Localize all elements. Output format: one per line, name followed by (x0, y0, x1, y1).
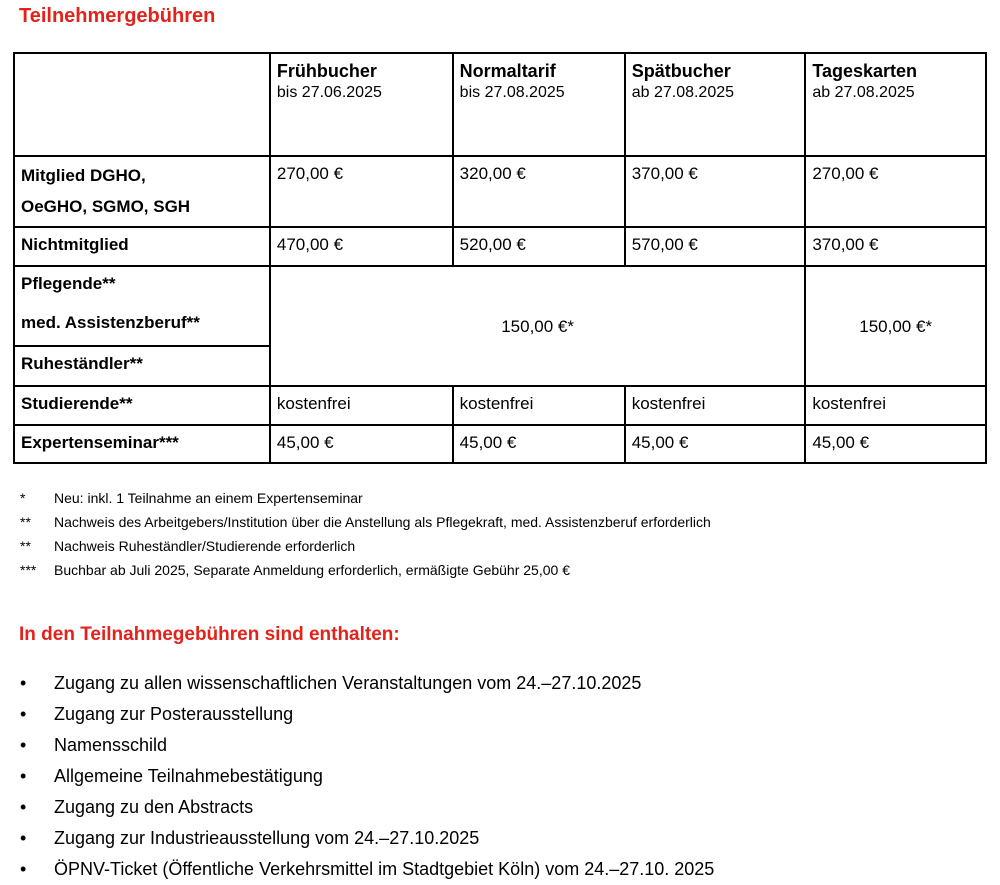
table-row (14, 386, 986, 425)
price-cell: 270,00 € (270, 156, 453, 227)
header-name: Normaltarif (459, 61, 556, 81)
table-row (14, 156, 986, 227)
bullet-icon: • (20, 797, 27, 817)
header-date: ab 27.08.2025 (631, 84, 735, 101)
row-label-cell: Nichtmitglied (14, 227, 270, 266)
header-date: bis 27.08.2025 (459, 84, 565, 101)
bullet-icon: • (20, 828, 27, 848)
footnote (20, 510, 711, 534)
list-item-text: Zugang zur Posterausstellung (54, 704, 294, 724)
list-item-text: ÖPNV-Ticket (Öffentliche Verkehrsmittel im Stadtgebiet Köln) vom 24.–27.10. 2025 (54, 859, 715, 879)
header-date: ab 27.08.2025 (812, 84, 915, 101)
row-label-cell: med. Assistenzberuf** (14, 306, 270, 346)
price-cell: kostenfrei (453, 386, 625, 425)
page-title: Teilnehmergebühren (19, 5, 216, 27)
header-cell (625, 53, 806, 156)
reduced-price-cell: 150,00 €* (270, 266, 805, 386)
row-label: Mitglied DGHO, (21, 166, 146, 185)
bullet-icon: • (20, 673, 27, 693)
header-cell (453, 53, 625, 156)
footnote-text: Nachweis des Arbeitgebers/Institution über die Anstellung als Pflegekraft, med. Assistenzberuf erforderlich (54, 514, 711, 530)
price-cell: kostenfrei (805, 386, 986, 425)
list-item-text: Zugang zur Industrieausstellung vom 24.–27.10.2025 (54, 828, 480, 848)
reduced-day-price-cell: 150,00 €* (805, 266, 986, 386)
price-cell: 470,00 € (270, 227, 453, 266)
footnote-mark: ** (20, 514, 31, 530)
price-cell: 45,00 € (625, 425, 806, 463)
header-empty-cell (14, 53, 270, 156)
row-label-cell: Pflegende** (14, 266, 270, 306)
footnote-text: Nachweis Ruheständler/Studierende erforderlich (54, 538, 356, 554)
list-item-text: Zugang zu allen wissenschaftlichen Veranstaltungen vom 24.–27.10.2025 (54, 673, 642, 693)
bullet-icon: • (20, 859, 27, 879)
price-cell: 270,00 € (805, 156, 986, 227)
table-row (14, 266, 986, 306)
footnote-mark: ** (20, 538, 31, 554)
list-item (20, 792, 714, 823)
bullet-icon: • (20, 704, 27, 724)
price-cell: 45,00 € (453, 425, 625, 463)
row-label-cell (14, 156, 270, 227)
footnote (20, 486, 711, 510)
header-name: Spätbucher (631, 61, 731, 81)
row-label: OeGHO, SGMO, SGH (21, 197, 191, 216)
list-item (20, 730, 714, 761)
header-name: Frühbucher (276, 61, 377, 81)
footnote (20, 558, 711, 582)
footnote-mark: * (20, 490, 26, 506)
list-item (20, 668, 714, 699)
list-item (20, 699, 714, 730)
price-cell: 320,00 € (453, 156, 625, 227)
footnote-mark: *** (20, 562, 37, 578)
price-cell: 570,00 € (625, 227, 806, 266)
price-cell: 370,00 € (625, 156, 806, 227)
price-cell: 45,00 € (805, 425, 986, 463)
list-item (20, 854, 714, 885)
bullet-icon: • (20, 735, 27, 755)
price-cell: kostenfrei (270, 386, 453, 425)
price-cell: kostenfrei (625, 386, 806, 425)
table-row (14, 425, 986, 463)
header-date: bis 27.06.2025 (276, 84, 382, 101)
list-item-text: Allgemeine Teilnahmebestätigung (54, 766, 323, 786)
header-cell (270, 53, 453, 156)
bullet-icon: • (20, 766, 27, 786)
row-label-cell: Expertenseminar*** (14, 425, 270, 463)
footnote-text: Neu: inkl. 1 Teilnahme an einem Expertenseminar (54, 490, 363, 506)
list-item-text: Zugang zu den Abstracts (54, 797, 254, 817)
row-label-cell: Ruheständler** (14, 346, 270, 386)
list-item (20, 761, 714, 792)
list-item-text: Namensschild (54, 735, 168, 755)
footnote-text: Buchbar ab Juli 2025, Separate Anmeldung erforderlich, ermäßigte Gebühr 25,00 € (54, 562, 570, 578)
row-label-cell: Studierende** (14, 386, 270, 425)
price-cell: 520,00 € (453, 227, 625, 266)
fee-table (13, 52, 987, 464)
footnote (20, 534, 711, 558)
header-cell (805, 53, 986, 156)
price-cell: 45,00 € (270, 425, 453, 463)
header-name: Tageskarten (812, 61, 918, 81)
footnotes (20, 486, 711, 582)
table-header-row (14, 53, 986, 156)
table-row (14, 227, 986, 266)
included-list (20, 668, 714, 885)
price-cell: 370,00 € (805, 227, 986, 266)
list-item (20, 823, 714, 854)
included-heading: In den Teilnahmegebühren sind enthalten: (19, 624, 400, 645)
